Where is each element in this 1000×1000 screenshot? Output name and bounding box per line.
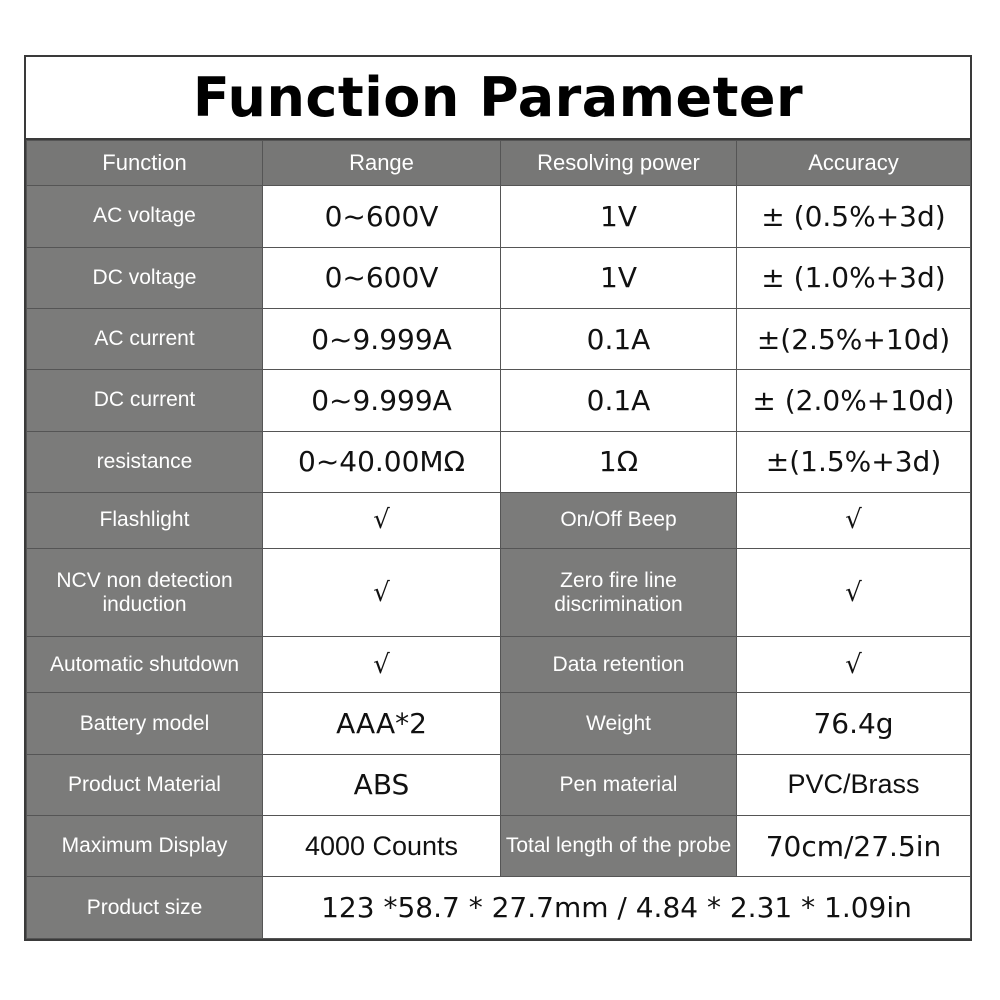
table-row — [27, 877, 971, 939]
table-row — [27, 247, 971, 308]
spec-table — [26, 140, 971, 939]
function-label: DC voltage — [27, 247, 263, 308]
function-label: AC voltage — [27, 186, 263, 247]
product-size-label: Product size — [27, 877, 263, 939]
feature-value: PVC/Brass — [737, 754, 971, 815]
resolving-value: 1Ω — [501, 431, 737, 492]
accuracy-value: ±(2.5%+10d) — [737, 308, 971, 369]
column-header-function: Function — [27, 141, 263, 186]
check-mark-icon: √ — [263, 493, 501, 549]
feature-label: Zero fire line discrimination — [501, 548, 737, 636]
feature-value: ABS — [263, 754, 501, 815]
check-mark-icon: √ — [737, 637, 971, 693]
resolving-value: 1V — [501, 247, 737, 308]
function-label: resistance — [27, 431, 263, 492]
feature-value: 76.4g — [737, 693, 971, 754]
feature-label: Maximum Display — [27, 816, 263, 877]
check-mark-icon: √ — [737, 493, 971, 549]
table-row — [27, 493, 971, 549]
table-row — [27, 370, 971, 431]
table-row — [27, 693, 971, 754]
function-label: AC current — [27, 308, 263, 369]
feature-label: Pen material — [501, 754, 737, 815]
table-row — [27, 548, 971, 636]
column-header-range: Range — [263, 141, 501, 186]
feature-label: Data retention — [501, 637, 737, 693]
feature-label: Automatic shutdown — [27, 637, 263, 693]
table-row — [27, 816, 971, 877]
check-mark-icon: √ — [737, 548, 971, 636]
table-row — [27, 308, 971, 369]
resolving-value: 0.1A — [501, 308, 737, 369]
feature-value: 70cm/27.5in — [737, 816, 971, 877]
check-mark-icon: √ — [263, 637, 501, 693]
range-value: 0~600V — [263, 247, 501, 308]
product-size-value: 123 *58.7 * 27.7mm / 4.84 * 2.31 * 1.09in — [263, 877, 971, 939]
feature-label: NCV non detection induction — [27, 548, 263, 636]
feature-label: Battery model — [27, 693, 263, 754]
feature-label: Weight — [501, 693, 737, 754]
accuracy-value: ±(1.5%+3d) — [737, 431, 971, 492]
accuracy-value: ± (0.5%+3d) — [737, 186, 971, 247]
table-row — [27, 186, 971, 247]
table-header-row — [27, 141, 971, 186]
feature-label: Product Material — [27, 754, 263, 815]
range-value: 0~9.999A — [263, 370, 501, 431]
feature-label: On/Off Beep — [501, 493, 737, 549]
feature-value: AAA*2 — [263, 693, 501, 754]
function-label: DC current — [27, 370, 263, 431]
range-value: 0~600V — [263, 186, 501, 247]
accuracy-value: ± (2.0%+10d) — [737, 370, 971, 431]
resolving-value: 1V — [501, 186, 737, 247]
resolving-value: 0.1A — [501, 370, 737, 431]
spec-sheet — [24, 55, 972, 941]
table-row — [27, 431, 971, 492]
column-header-accuracy: Accuracy — [737, 141, 971, 186]
range-value: 0~9.999A — [263, 308, 501, 369]
feature-label: Total length of the probe — [501, 816, 737, 877]
range-value: 0~40.00MΩ — [263, 431, 501, 492]
column-header-resolving-power: Resolving power — [501, 141, 737, 186]
table-row — [27, 754, 971, 815]
accuracy-value: ± (1.0%+3d) — [737, 247, 971, 308]
table-row — [27, 637, 971, 693]
check-mark-icon: √ — [263, 548, 501, 636]
feature-value: 4000 Counts — [263, 816, 501, 877]
page-title: Function Parameter — [26, 57, 970, 140]
feature-label: Flashlight — [27, 493, 263, 549]
